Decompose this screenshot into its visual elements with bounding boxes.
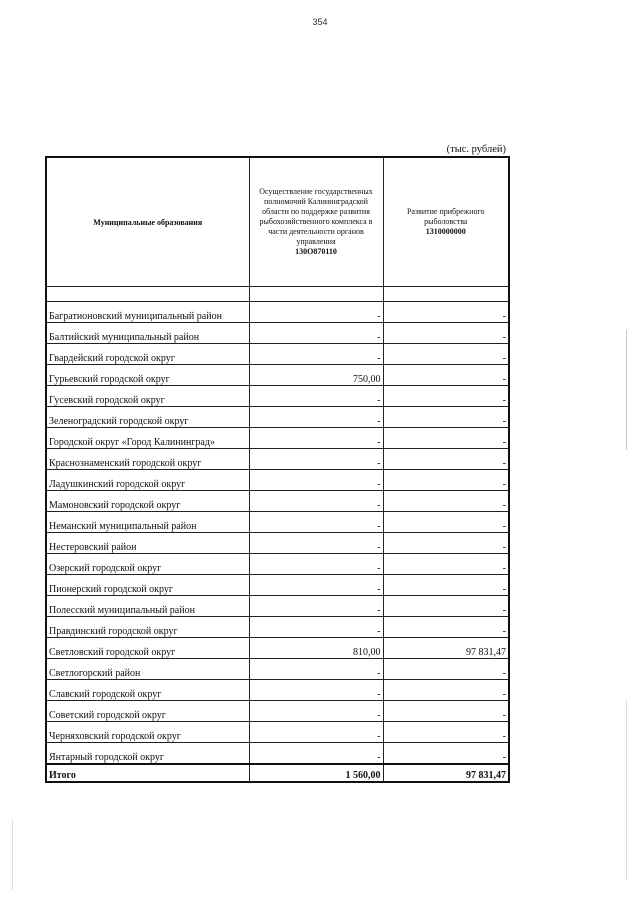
state-powers-value: - <box>249 470 383 491</box>
coastal-fishing-value: - <box>383 743 509 765</box>
state-powers-value: - <box>249 491 383 512</box>
coastal-fishing-value: - <box>383 491 509 512</box>
state-powers-value: - <box>249 596 383 617</box>
coastal-fishing-value: - <box>383 323 509 344</box>
state-powers-value: - <box>249 512 383 533</box>
page-number: 354 <box>312 17 328 27</box>
header-state-powers-text: Осуществление государственных полномочий Калининградской области по поддержке развития рыбохозяйственного комплекса в части деятельности органов управления <box>259 187 373 246</box>
spacer-row <box>46 287 509 302</box>
municipality-name: Гурьевский городской округ <box>46 365 249 386</box>
state-powers-value: - <box>249 428 383 449</box>
municipality-name: Янтарный городской округ <box>46 743 249 765</box>
table-row <box>46 743 509 765</box>
header-coastal-fishing-code: 1310000000 <box>425 227 466 236</box>
coastal-fishing-value: - <box>383 596 509 617</box>
table-row <box>46 701 509 722</box>
coastal-fishing-value: - <box>383 344 509 365</box>
scan-margin-line <box>12 820 13 890</box>
header-state-powers-code: 130О870110 <box>295 247 337 256</box>
municipality-name: Краснознаменский городской округ <box>46 449 249 470</box>
table-row <box>46 449 509 470</box>
state-powers-value: - <box>249 407 383 428</box>
table-row <box>46 428 509 449</box>
header-coastal-fishing-text: Развитие прибрежного рыболовства <box>406 207 485 226</box>
coastal-fishing-value: - <box>383 701 509 722</box>
municipality-name: Балтийский муниципальный район <box>46 323 249 344</box>
table-row <box>46 302 509 323</box>
municipality-name: Багратионовский муниципальный район <box>46 302 249 323</box>
header-coastal-fishing <box>383 157 509 287</box>
state-powers-value: - <box>249 386 383 407</box>
table-row <box>46 365 509 386</box>
table-row <box>46 344 509 365</box>
coastal-fishing-value: - <box>383 386 509 407</box>
table-row <box>46 596 509 617</box>
municipality-name: Нестеровский район <box>46 533 249 554</box>
coastal-fishing-value: - <box>383 302 509 323</box>
coastal-fishing-value: - <box>383 575 509 596</box>
municipality-name: Гвардейский городской округ <box>46 344 249 365</box>
table-row <box>46 680 509 701</box>
state-powers-value: 810,00 <box>249 638 383 659</box>
table-row <box>46 659 509 680</box>
table-row <box>46 470 509 491</box>
coastal-fishing-value: - <box>383 722 509 743</box>
total-coastal-fishing: 97 831,47 <box>383 764 509 782</box>
municipality-name: Озерский городской округ <box>46 554 249 575</box>
units-label: (тыс. рублей) <box>446 144 506 155</box>
table-row <box>46 386 509 407</box>
coastal-fishing-value: - <box>383 533 509 554</box>
table-row <box>46 554 509 575</box>
table-row <box>46 638 509 659</box>
state-powers-value: - <box>249 575 383 596</box>
municipality-name: Славский городской округ <box>46 680 249 701</box>
municipality-name: Городской округ «Город Калининград» <box>46 428 249 449</box>
scan-margin-line <box>626 700 627 880</box>
table-row <box>46 533 509 554</box>
state-powers-value: - <box>249 701 383 722</box>
coastal-fishing-value: - <box>383 470 509 491</box>
total-state-powers: 1 560,00 <box>249 764 383 782</box>
table-row <box>46 512 509 533</box>
state-powers-value: - <box>249 743 383 765</box>
coastal-fishing-value: - <box>383 554 509 575</box>
table-header-row <box>46 157 509 287</box>
coastal-fishing-value: - <box>383 407 509 428</box>
state-powers-value: - <box>249 617 383 638</box>
state-powers-value: - <box>249 659 383 680</box>
municipality-name: Полесский муниципальный район <box>46 596 249 617</box>
state-powers-value: - <box>249 302 383 323</box>
table-row <box>46 575 509 596</box>
state-powers-value: 750,00 <box>249 365 383 386</box>
municipality-name: Мамоновский городской округ <box>46 491 249 512</box>
municipality-name: Неманский муниципальный район <box>46 512 249 533</box>
coastal-fishing-value: - <box>383 680 509 701</box>
coastal-fishing-value: 97 831,47 <box>383 638 509 659</box>
coastal-fishing-value: - <box>383 365 509 386</box>
state-powers-value: - <box>249 554 383 575</box>
table-row <box>46 407 509 428</box>
municipality-name: Правдинский городской округ <box>46 617 249 638</box>
municipality-name: Зеленоградский городской округ <box>46 407 249 428</box>
table-row <box>46 617 509 638</box>
coastal-fishing-value: - <box>383 617 509 638</box>
total-label: Итого <box>46 764 249 782</box>
municipality-name: Черняховский городской округ <box>46 722 249 743</box>
coastal-fishing-value: - <box>383 449 509 470</box>
table-row <box>46 323 509 344</box>
state-powers-value: - <box>249 533 383 554</box>
coastal-fishing-value: - <box>383 428 509 449</box>
state-powers-value: - <box>249 680 383 701</box>
municipality-name: Ладушкинский городской округ <box>46 470 249 491</box>
state-powers-value: - <box>249 449 383 470</box>
municipality-name: Пионерский городской округ <box>46 575 249 596</box>
municipality-name: Гусевский городской округ <box>46 386 249 407</box>
table-row <box>46 491 509 512</box>
municipality-name: Светловский городской округ <box>46 638 249 659</box>
header-municipalities: Муниципальные образования <box>46 157 249 287</box>
municipality-name: Светлогорский район <box>46 659 249 680</box>
table-row <box>46 722 509 743</box>
header-state-powers <box>249 157 383 287</box>
scan-margin-line <box>626 330 627 450</box>
municipality-name: Советский городской округ <box>46 701 249 722</box>
coastal-fishing-value: - <box>383 512 509 533</box>
municipal-table <box>45 156 510 783</box>
state-powers-value: - <box>249 323 383 344</box>
state-powers-value: - <box>249 722 383 743</box>
state-powers-value: - <box>249 344 383 365</box>
coastal-fishing-value: - <box>383 659 509 680</box>
total-row <box>46 764 509 782</box>
